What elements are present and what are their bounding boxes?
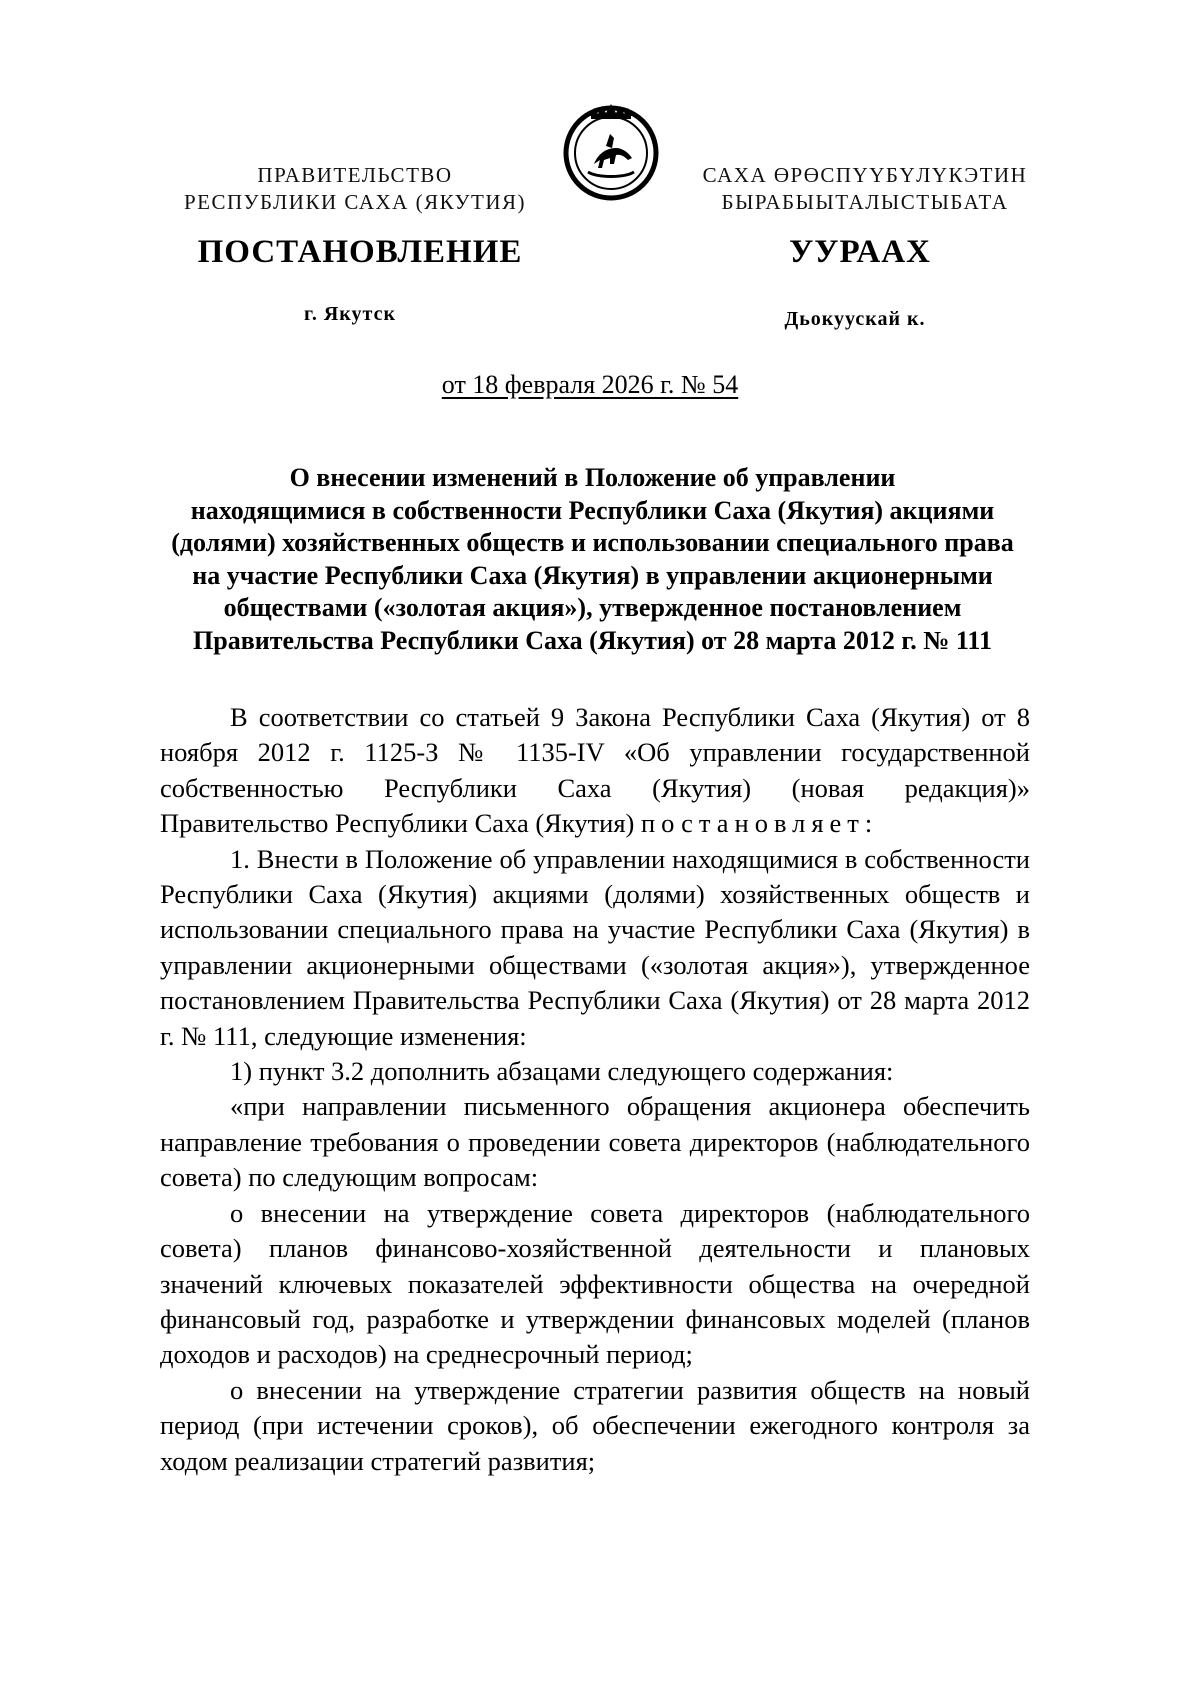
title-line: находящимися в собственности Республики Саха (Якутия) акциями — [190, 495, 995, 525]
header-left-line2: РЕСПУБЛИКИ САХА (ЯКУТИЯ) — [183, 190, 527, 214]
paragraph-quote-start: «при направлении письменного обращения акционера обеспечить направление требования о проведении совета директоров (наблюдательного совета) по следующим вопросам: — [160, 1091, 1030, 1193]
paragraph-quote-strategy: о внесении на утверждение стратегии развития обществ на новый период (при истечении сроков), об обеспечении ежегодного контроля за ходом реализации стратегий развития; — [160, 1374, 1030, 1476]
title-line: Правительства Республики Саха (Якутия) от 28 марта 2012 г. № 111 — [193, 625, 992, 655]
title-line: О внесении изменений в Положение об управлении — [289, 463, 896, 492]
place-right: Дьокуускай к. — [784, 308, 926, 330]
document-date-number: от 18 февраля 2026 г. № 54 — [441, 370, 739, 399]
emblem-of-sakha-icon — [558, 98, 664, 202]
paragraph-item-1: 1. Внести в Положение об управлении находящимися в собственности Республики Саха (Якутия) акциями (долями) хозяйственных обществ и использовании специального права на участие Республики Саха (Якутия) в управлении акционерными обществами («золотая акция»), утвержденное постановлением Правительства Республики Саха (Якутия) от 28 марта 2012 г. № 111, следующие изменения: — [160, 843, 1030, 1051]
header-right-line2: БЫРАБЫЫТАЛЫСТЫБАТА — [721, 190, 1009, 214]
title-line: (долями) хозяйственных обществ и использовании специального права — [171, 528, 1014, 557]
resolves-word: постановляет: — [641, 808, 879, 839]
preamble-text: В соответствии со статьей 9 Закона Республики Саха (Якутия) от 8 ноября 2012 г. 1125-З № 1135-IV «Об управлении государственной собственностью Республики Саха (Якутия) (новая редакция)» Правительство Республики Саха (Якутия) — [160, 702, 1030, 839]
header-right-line1: САХА ӨРӨСПҮҮБҮЛҮКЭТИН — [702, 163, 1028, 187]
doc-type-right: УУРААХ — [789, 234, 931, 270]
doc-type-left: ПОСТАНОВЛЕНИЕ — [197, 234, 523, 270]
header-left-line1: ПРАВИТЕЛЬСТВО — [257, 163, 453, 187]
paragraph-preamble — [160, 700, 1030, 842]
paragraph-quote-financial-plans: о внесении на утверждение совета директоров (наблюдательного совета) планов финансово-хозяйственной деятельности и плановых значений ключевых показателей эффективности общества на очередной финансовый год, разработке и утверждении финансовых моделей (планов доходов и расходов) на среднесрочный период; — [160, 1197, 1030, 1370]
header-right-block — [665, 162, 1065, 216]
title-line: на участие Республики Саха (Якутия) в управлении акционерными — [192, 560, 993, 590]
document-body — [160, 700, 1030, 1479]
paragraph-subitem-1: 1) пункт 3.2 дополнить абзацами следующего содержания: — [230, 1056, 894, 1087]
place-left: г. Якутск — [304, 303, 396, 325]
header-left-block — [150, 162, 560, 216]
document-title — [80, 462, 1105, 657]
title-line: обществами («золотая акция»), утвержденное постановлением — [223, 593, 962, 622]
